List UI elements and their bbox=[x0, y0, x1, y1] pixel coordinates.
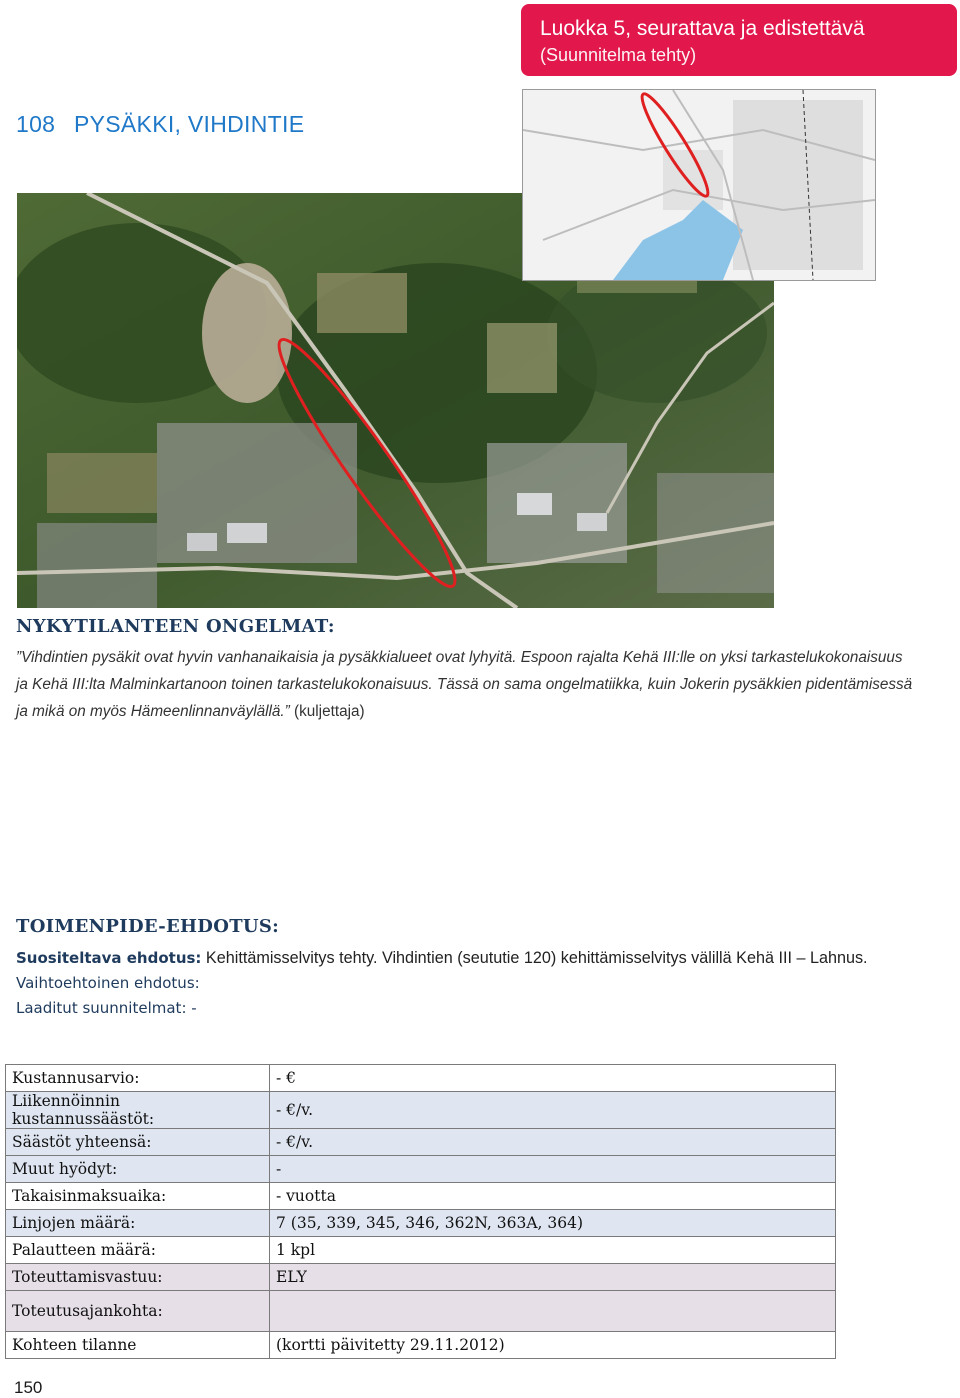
row-value: 7 (35, 339, 345, 346, 362N, 363A, 364) bbox=[270, 1210, 836, 1237]
recommended-text: Kehittämisselvitys tehty. Vihdintien (seututie 120) kehittämisselvitys välillä Kehä III – Lahnus. bbox=[201, 949, 868, 967]
classification-status: (Suunnitelma tehty) bbox=[540, 45, 697, 65]
action-proposal bbox=[16, 946, 896, 1021]
table-row bbox=[6, 1065, 836, 1092]
row-key: Toteutusajankohta: bbox=[6, 1291, 270, 1332]
plans-label: Laaditut suunnitelmat: bbox=[16, 999, 187, 1017]
item-title: PYSÄKKI, VIHDINTIE bbox=[73, 111, 305, 137]
row-value bbox=[270, 1291, 836, 1332]
action-title: TOIMENPIDE-EHDOTUS: bbox=[16, 916, 280, 937]
row-key: Muut hyödyt: bbox=[6, 1156, 270, 1183]
row-value: - €/v. bbox=[270, 1092, 836, 1129]
classification-label: Luokka 5, seurattava ja edistettävä bbox=[540, 17, 865, 40]
item-number: 108 bbox=[16, 111, 56, 137]
page-title bbox=[16, 111, 304, 138]
row-value: - bbox=[270, 1156, 836, 1183]
table-row bbox=[6, 1092, 836, 1129]
row-value: (kortti päivitetty 29.11.2012) bbox=[270, 1332, 836, 1359]
table-row bbox=[6, 1332, 836, 1359]
table-row bbox=[6, 1264, 836, 1291]
problems-title: NYKYTILANTEEN ONGELMAT: bbox=[16, 616, 335, 637]
recommended-label: Suositeltava ehdotus: bbox=[16, 949, 202, 967]
row-key: Säästöt yhteensä: bbox=[6, 1129, 270, 1156]
table-row bbox=[6, 1210, 836, 1237]
completed-plans bbox=[16, 996, 896, 1021]
row-key: Palautteen määrä: bbox=[6, 1237, 270, 1264]
alternative-label: Vaihtoehtoinen ehdotus: bbox=[16, 974, 200, 992]
problem-description bbox=[16, 644, 916, 725]
row-key: Takaisinmaksuaika: bbox=[6, 1183, 270, 1210]
table-row bbox=[6, 1129, 836, 1156]
recommended-proposal bbox=[16, 946, 896, 971]
overview-map bbox=[522, 89, 876, 281]
page-number: 150 bbox=[14, 1378, 43, 1397]
alternative-proposal bbox=[16, 971, 896, 996]
plans-value: - bbox=[186, 999, 197, 1017]
row-value: - vuotta bbox=[270, 1183, 836, 1210]
row-value: - €/v. bbox=[270, 1129, 836, 1156]
row-value: - € bbox=[270, 1065, 836, 1092]
classification-badge bbox=[521, 4, 957, 76]
table-row bbox=[6, 1183, 836, 1210]
table-row bbox=[6, 1237, 836, 1264]
row-value: ELY bbox=[270, 1264, 836, 1291]
project-info-table bbox=[5, 1064, 836, 1359]
feedback-source: (kuljettaja) bbox=[289, 703, 365, 720]
row-key: Linjojen määrä: bbox=[6, 1210, 270, 1237]
row-key: Kustannusarvio: bbox=[6, 1065, 270, 1092]
row-value: 1 kpl bbox=[270, 1237, 836, 1264]
row-key: Liikennöinnin kustannussäästöt: bbox=[6, 1092, 270, 1129]
row-key: Kohteen tilanne bbox=[6, 1332, 270, 1359]
feedback-quote: ”Vihdintien pysäkit ovat hyvin vanhanaikaisia ja pysäkkialueet ovat lyhyitä. Espoon rajalta Kehä III:lle on yksi tarkastelukokonaisuus ja Kehä III:lta Malminkartanoon toinen tarkastelukokonaisuus. Tässä on sama ongelmatiikka, kuin Jokerin pysäkkien pidentämisessä ja mikä on myös Hämeenlinnanväylällä.” bbox=[16, 649, 913, 720]
table-row bbox=[6, 1156, 836, 1183]
row-key: Toteuttamisvastuu: bbox=[6, 1264, 270, 1291]
table-row bbox=[6, 1291, 836, 1332]
